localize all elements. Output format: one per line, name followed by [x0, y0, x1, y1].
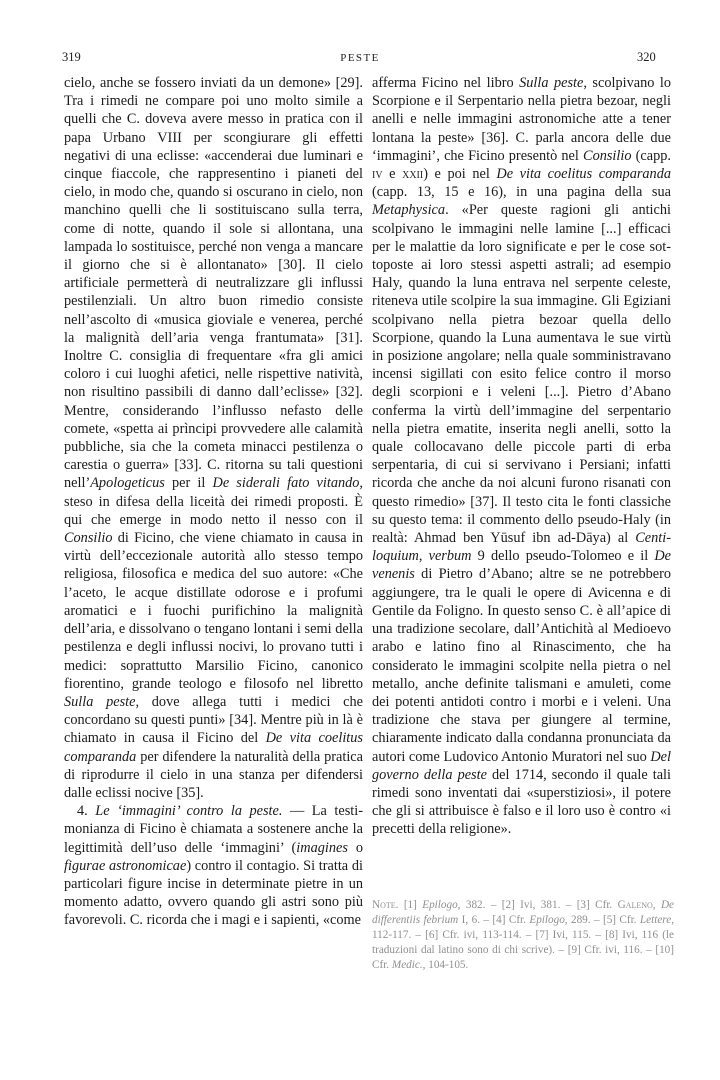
italic-text: verbum: [428, 548, 472, 565]
italic-text: Medic.: [391, 959, 423, 971]
text-run: , scolpivano lo Scorpione e il Serpentario nella pietra bezoar, negli anelli e nelle immagini astronomiche atte a tener lontana la peste» [36]. C. parla ancora delle due ‘immagini’, che Ficino presentò nel: [372, 75, 671, 164]
text-run: (capp.: [631, 147, 671, 164]
text-run: o: [347, 839, 363, 856]
italic-text: figurae astronomicae: [64, 857, 187, 874]
text-run: 4.: [77, 803, 96, 820]
text-run: ,: [652, 899, 661, 911]
italic-text: De differentiis febrium: [372, 899, 674, 926]
right-column: [372, 74, 671, 839]
text-run: di Ficino, che viene chiamato in causa in virtù dell’eccezionale autorità allo stesso tempo religiosa, filosofica e medica del suo autore: «Che l’aceto, le acque distillate odorose e i profumi aromatici e i fuochi purifichino la malignità dell’aria, e dissolvano o tengano lontani i semi della pestilenza e degli influssi nocivi, lo provano tutti i medici: soprattutto Marsilio Ficino, canonico fiorentino, grande teologo e filosofo nel libretto: [64, 530, 363, 692]
italic-text: Consilio: [583, 147, 632, 164]
text-run: , 382. – [2] Ivi, 381. – [3] Cfr.: [457, 899, 618, 911]
small-caps-text: iv: [372, 166, 383, 183]
italic-text: Epilogo: [529, 914, 565, 926]
text-run: [1]: [398, 899, 423, 911]
italic-text: De vita coelitus comparanda: [496, 166, 672, 183]
italic-text: Epilogo: [422, 899, 458, 911]
italic-text: Del governo della peste: [372, 748, 671, 783]
text-run: e: [382, 166, 403, 183]
small-caps-text: Note.: [372, 899, 399, 911]
italic-text: Le ‘immagini’ contro la peste.: [95, 803, 283, 820]
body-paragraph: [64, 74, 363, 802]
text-run: (capp. 13, 15 e 16), in una pagina della sua: [372, 184, 671, 201]
italic-text: Metaphysica: [372, 202, 446, 219]
text-run: 9 dello pseudo-Tolomeo e il: [471, 548, 655, 565]
italic-text: Consilio: [64, 530, 113, 547]
italic-text: imagines: [296, 839, 348, 856]
running-head: PESTE: [340, 52, 380, 64]
text-run: afferma Ficino nel libro: [372, 75, 520, 91]
text-run: cielo, anche se fossero inviati da un demone» [29]. Tra i rimedi ne compare poi uno molto simile a quelli che C. doveva avere messo in pratica con il papa Urbano VIII per scongiurare gli effetti negativi di una eclisse: «accenderai due luminari e cinque fiaccole, che rappresentino i pianeti del cielo, in modo che, quando si oscurano in cielo, non manchino quelli che li sostituiscano sulla terra, come di notte, quando il sole si allontana, una lampada lo sostituisce, perché non venga a mancare il giorno che si è allontanato» [30]. Il cielo artificiale permetterà di neutralizzare gli influssi pestilenziali. Un altro buon rimedio consiste nell’ascolto di «musica gioviale e venerea, perché la malignità dell’aria venga frantumata» [31]. Inoltre C. consiglia di frequentare «fra gli amici coloro i cui luoghi afetici, nelle rispettive natività, non risultino passibili di danno dall’eclisse» [32]. Mentre, considerando l’influsso nefasto delle comete, «spetta ai prìncipi provvedere alle calamità pubbliche, sia che la cometa minacci pestilenza o carestia o guerra» [33]. C. ritorna su tali questioni nell’: [64, 75, 363, 492]
italic-text: Sulla peste: [64, 693, 136, 710]
text-run: , dove allega tutti i medici che concordano su questi punti» [34]. Mentre più in là è chiamato in causa il Ficino del: [64, 693, 363, 747]
italic-text: Lettere: [639, 914, 672, 926]
text-run: ) e poi nel: [423, 166, 497, 183]
text-run: I, 6. – [4] Cfr.: [458, 914, 530, 926]
page-number-right: 320: [637, 50, 656, 64]
text-run: per il: [164, 475, 213, 492]
text-run: , steso in difesa della liceità dei rimedi proposti. È qui che emerge in modo netto il nesso con il: [64, 475, 363, 528]
text-run: del 1714, secondo il quale tali rimedi sono inventati dai «superstiziosi», il potere che gli si attribuisce è falso e il loro uso è contro «i precetti della religione».: [372, 766, 671, 838]
small-caps-text: xxii: [402, 166, 424, 183]
italic-text: Centiloquium: [372, 530, 671, 565]
text-run: — La testimonianza di Ficino è chiamata a sostenere anche la legittimità dell’uso delle ‘immagini’ (: [64, 803, 363, 856]
small-caps-text: Galeno: [617, 899, 653, 911]
text-run: . «Per queste ragioni gli antichi scolpivano le immagini nelle lamine [...] efficaci per le malattie da loro significate e per le cose sottoposte ai loro stessi aspetti astrali; ad esempio Haly, quando la luna entrava nel serpente celeste, riteneva utile scolpire la sua immagine. Gli Egiziani scolpivano nella pietra bezoar quella dello Scorpione, quando la Luna aumentava le sue virtù in posizione angolare; nella quale somministravano incensi sigillati con esito felice contro il morso degli scorpioni e i veleni [...]. Pietro d’Abano conferma la virtù dell’immagine del serpentario nella pietra ematite, inserita negli anelli, sotto la quale collocavano delle piccole parti di erba serpentaria, di cui si servivano i Persiani; infatti ricorda che anche da noi alcuni furono risanati con questo rimedio» [37]. Il testo cita le fonti classiche su questo tema: il commento dello pseudo-Haly (in realtà: Ahmad ben Yūsuf ibn ad-Dāya) al: [372, 202, 671, 547]
text-run: di Pietro d’Abano; altre se ne potrebbero aggiungere, tra le quali le opere di Avicenna e di Gentile da Foligno. In questo senso C. è all’apice di una tradizione secolare, dall’Antichità al Medioevo arabo e latino fino al Rinascimento, che ha considerato le immagini scolpite nella pietra o nel metallo, anche definite talismani e amuleti, come dei potenti antidoti contro i morbi e i veleni. Una tradizione che stava per giungere al termine, chiaramente indicato dalla condanna pronunciata da autori come Ludovico Antonio Muratori nel suo: [372, 566, 671, 765]
text-run: ,: [418, 548, 429, 565]
page-number-left: 319: [62, 50, 81, 64]
section-4-paragraph: [64, 802, 363, 929]
text-run: ) contro il contagio. Si tratta di particolari figure incise in determinate pietre in un momento adatto, ovvero quando gli astri sono più favorevoli. C. ricorda che i magi e i sapienti, «come: [64, 857, 363, 929]
footnotes: [372, 898, 674, 973]
text-run: , 112-117. – [6] Cfr. ivi, 113-114. – [7] Ivi, 115. – [8] Ivi, 116 (le traduzioni dal latino sono di chi scrive). – [9] Cfr. ivi, 116. – [10] Cfr.: [372, 914, 674, 971]
italic-text: De venenis: [372, 548, 671, 583]
italic-text: De siderali fato vitando: [212, 475, 360, 492]
text-run: , 104-105.: [422, 959, 469, 971]
left-column: [64, 74, 363, 930]
italic-text: De vita coelitus comparanda: [64, 730, 363, 765]
text-run: , 289. – [5] Cfr.: [564, 914, 640, 926]
italic-text: Apologeticus: [90, 475, 165, 492]
body-paragraph: [372, 74, 671, 839]
text-run: per difendere la naturalità della pratica di riprodurre il cielo in una stanza per difendersi dalle eclissi nocive [35].: [64, 748, 363, 801]
italic-text: Sulla peste: [519, 75, 584, 91]
